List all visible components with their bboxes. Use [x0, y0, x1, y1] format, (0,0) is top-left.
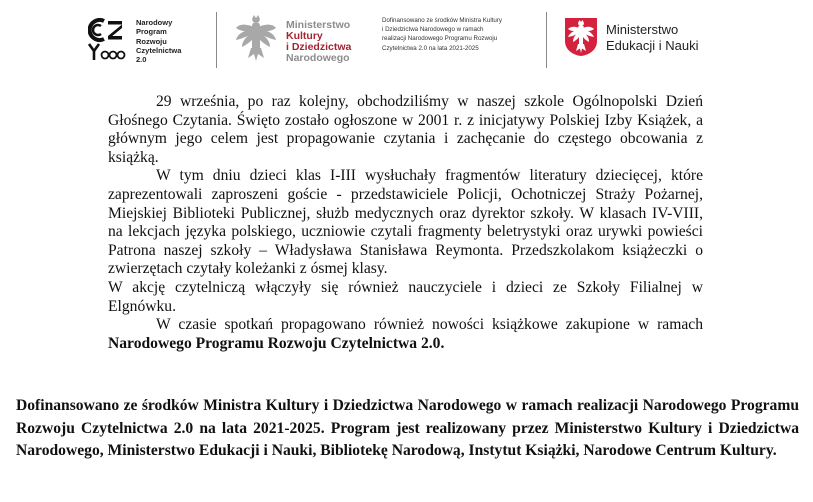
- article-body: [108, 93, 703, 353]
- funding-footer: Dofinansowano ze środków Ministra Kultury i Dziedzictwa Narodowego w ramach realizacji Narodowego Programu Rozwoju Czytelnictwa 2.0 na lata 2021-2025. Program jest realizowany przez Ministerstwo Kultury i Dziedzictwa Narodowego, Ministerstwo Edukacji i Nauki, Bibliotekę Narodową, Instytut Książki, Narodowe Centrum Kultury.: [16, 397, 799, 460]
- logo-divider: [546, 12, 547, 68]
- mkdn-logo: [234, 14, 374, 66]
- men-logo: [564, 15, 714, 65]
- nprc-name: Narodowy Program Rozwoju Czytelnictwa 2.0: [136, 18, 182, 65]
- men-name: Ministerstwo Edukacji i Nauki: [606, 22, 699, 53]
- article-paragraph-program: [108, 316, 703, 353]
- polish-emblem-icon: [564, 17, 598, 57]
- header-funding-note: Dofinansowano ze środków Ministra Kultury i Dziedzictwa Narodowego w ramach realizacji Narodowego Programu Rozwoju Czytelnictwa 2.0 na lata 2021-2025: [382, 17, 503, 52]
- article-paragraph: W tym dniu dzieci klas I-III wysłuchały fragmentów literatury dziecięcej, które zaprezentowali zaproszeni goście - przedstawiciele Policji, Ochotniczej Straży Pożarnej, Miejskiej Biblioteki Publicznej, służb medycznych oraz dyrektor szkoły. W klasach IV-VIII, na lekcjach języka polskiego, uczniowie czytali fragmenty beletrystyki oraz urywki powieści Patrona naszej szkoły – Władysława Stanisława Reymonta. Przedszkolakom książeczki o zwierzętach czytały koleżanki z ósmej klasy.: [108, 167, 703, 278]
- mkdn-name: Ministerstwo Kultury i Dziedzictwa Narodowego: [286, 19, 352, 64]
- article-paragraph: 29 września, po raz kolejny, obchodziliśmy w naszej szkole Ogólnopolski Dzień Głośnego Czytania. Święto zostało ogłoszone w 2001 r. z inicjatywy Polskiej Izby Książek, a głównym jego celem jest propagowanie czytania i zachęcanie do częstego obcowania z książką.: [108, 93, 703, 166]
- logo-divider: [216, 12, 217, 68]
- eagle-emblem-icon: [234, 14, 278, 64]
- program-name: Narodowego Programu Rozwoju Czytelnictwa 2.0.: [108, 334, 445, 352]
- article-paragraph: W akcję czytelniczą włączyły się również nauczyciele i dzieci ze Szkoły Filialnej w Elgnówku.: [108, 278, 703, 315]
- logo-header: [0, 0, 813, 80]
- nprc-logo: [88, 16, 208, 66]
- program-intro-text: W czasie spotkań propagowano również nowości książkowe zakupione w ramach: [156, 316, 703, 334]
- nprc-logo-icon: [88, 18, 128, 62]
